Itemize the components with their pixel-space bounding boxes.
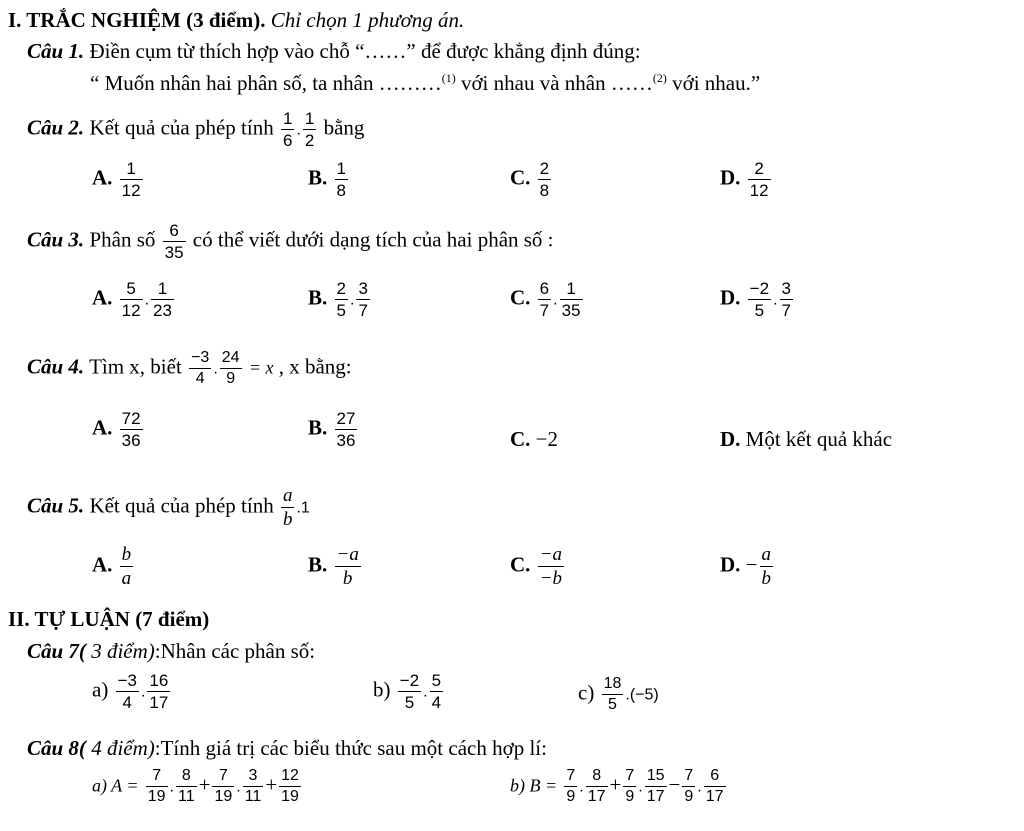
question-4: Câu 4. Tìm x, biết $\frac{-3}{4}$ . $\frac{24}{9}$ = x , x bằng:: [27, 349, 352, 387]
q4-option-a[interactable]: A. $\frac{72}{36}$: [92, 409, 141, 450]
q7-part-a: a) $\frac{-3}{4}$ . $\frac{16}{17}$: [92, 671, 169, 712]
q7-part-b: b) $\frac{-2}{5}$ . $\frac{5}{4}$: [373, 671, 442, 712]
question-2: Câu 2. Kết quả của phép tính $\frac{1}{6}$ . $\frac{1}{2}$ bằng: [27, 109, 365, 150]
q8-part-a: a) A = $\frac{7}{19}$ . $\frac{8}{11}$ + $\frac{7}{19}$ . $\frac{3}{11}$ + $\frac{12}{19}$: [92, 767, 299, 805]
q4-option-d[interactable]: D. Một kết quả khác: [720, 427, 893, 451]
blank-marker-2: (2): [652, 71, 667, 85]
q5-option-b[interactable]: B. $\frac{-a}{b}$: [308, 544, 359, 589]
question-2-label: Câu 2.: [27, 115, 85, 140]
question-1: [27, 40, 641, 63]
question-8: Câu 8( 4 điểm):Tính giá trị các biểu thức sau một cách hợp lí:: [27, 736, 547, 760]
question-1-label: Câu 1.: [27, 39, 85, 63]
fraction: $\frac{24}{9}$: [221, 349, 240, 387]
question-3-label: Câu 3.: [27, 227, 85, 252]
q3-option-b[interactable]: B. $\frac{2}{5}$ . $\frac{3}{7}$: [308, 279, 368, 320]
fraction: $\frac{6}{35}$: [164, 221, 184, 262]
q2-option-a[interactable]: A. $\frac{1}{12}$: [92, 159, 141, 200]
question-5-label: Câu 5.: [27, 493, 85, 518]
section-1-note: Chỉ chọn 1 phương án.: [270, 8, 465, 32]
fraction: $\frac{1}{2}$: [304, 109, 315, 150]
fraction: $\frac{-3}{4}$: [191, 349, 210, 387]
question-1-statement: “ Muốn nhân hai phân số, ta nhân ………$^{(1)}$ với nhau và nhân ……$^{(2)}$ với nhau.”: [90, 71, 761, 95]
section-1-title: I. TRẮC NGHIỆM (3 điểm).: [8, 8, 266, 32]
q8-part-b: b) B = $\frac{7}{9}$ . $\frac{8}{17}$ + $\frac{7}{9}$ . $\frac{15}{17}$ − $\frac{7}{9}$ . $\frac{6}{17}$: [510, 767, 724, 805]
q4-option-c[interactable]: C. −2: [510, 427, 559, 451]
q7-part-c: c) $\frac{18}{5}$ .(−5): [578, 675, 659, 713]
fraction: $\frac{1}{6}$: [282, 109, 293, 150]
q2-option-c[interactable]: C. $\frac{2}{8}$: [510, 159, 550, 200]
blank-marker-1: (1): [441, 71, 456, 85]
q3-option-d[interactable]: D. $\frac{-2}{5}$ . $\frac{3}{7}$: [720, 279, 791, 320]
question-7: Câu 7( 3 điểm):Nhân các phân số:: [27, 639, 316, 663]
q5-option-a[interactable]: A. $\frac{b}{a}$: [92, 544, 132, 589]
section-2-title: II. TỰ LUẬN (7 điểm): [8, 607, 210, 631]
q4-option-b[interactable]: B. $\frac{27}{36}$: [308, 409, 356, 450]
fraction: $\frac{a}{b}$: [282, 485, 293, 530]
q2-option-d[interactable]: D. $\frac{2}{12}$: [720, 159, 769, 200]
question-1-prompt: Điền cụm từ thích hợp vào chỗ “……” để được khẳng định đúng:: [89, 39, 641, 63]
q5-option-d[interactable]: D. − $\frac{a}{b}$: [720, 544, 772, 589]
q3-option-c[interactable]: C. $\frac{6}{7}$ . $\frac{1}{35}$: [510, 279, 581, 320]
question-4-label: Câu 4.: [27, 354, 85, 379]
question-5: Câu 5. Kết quả của phép tính $\frac{a}{b}$ .1: [27, 485, 310, 530]
q2-option-b[interactable]: B. $\frac{1}{8}$: [308, 159, 346, 200]
question-3: Câu 3. Phân số $\frac{6}{35}$ có thể viết dưới dạng tích của hai phân số :: [27, 221, 554, 262]
section-1-header: [8, 9, 464, 32]
q3-option-a[interactable]: A. $\frac{5}{12}$ . $\frac{1}{23}$: [92, 279, 172, 320]
q5-option-c[interactable]: C. $\frac{-a}{-b}$: [510, 544, 562, 589]
